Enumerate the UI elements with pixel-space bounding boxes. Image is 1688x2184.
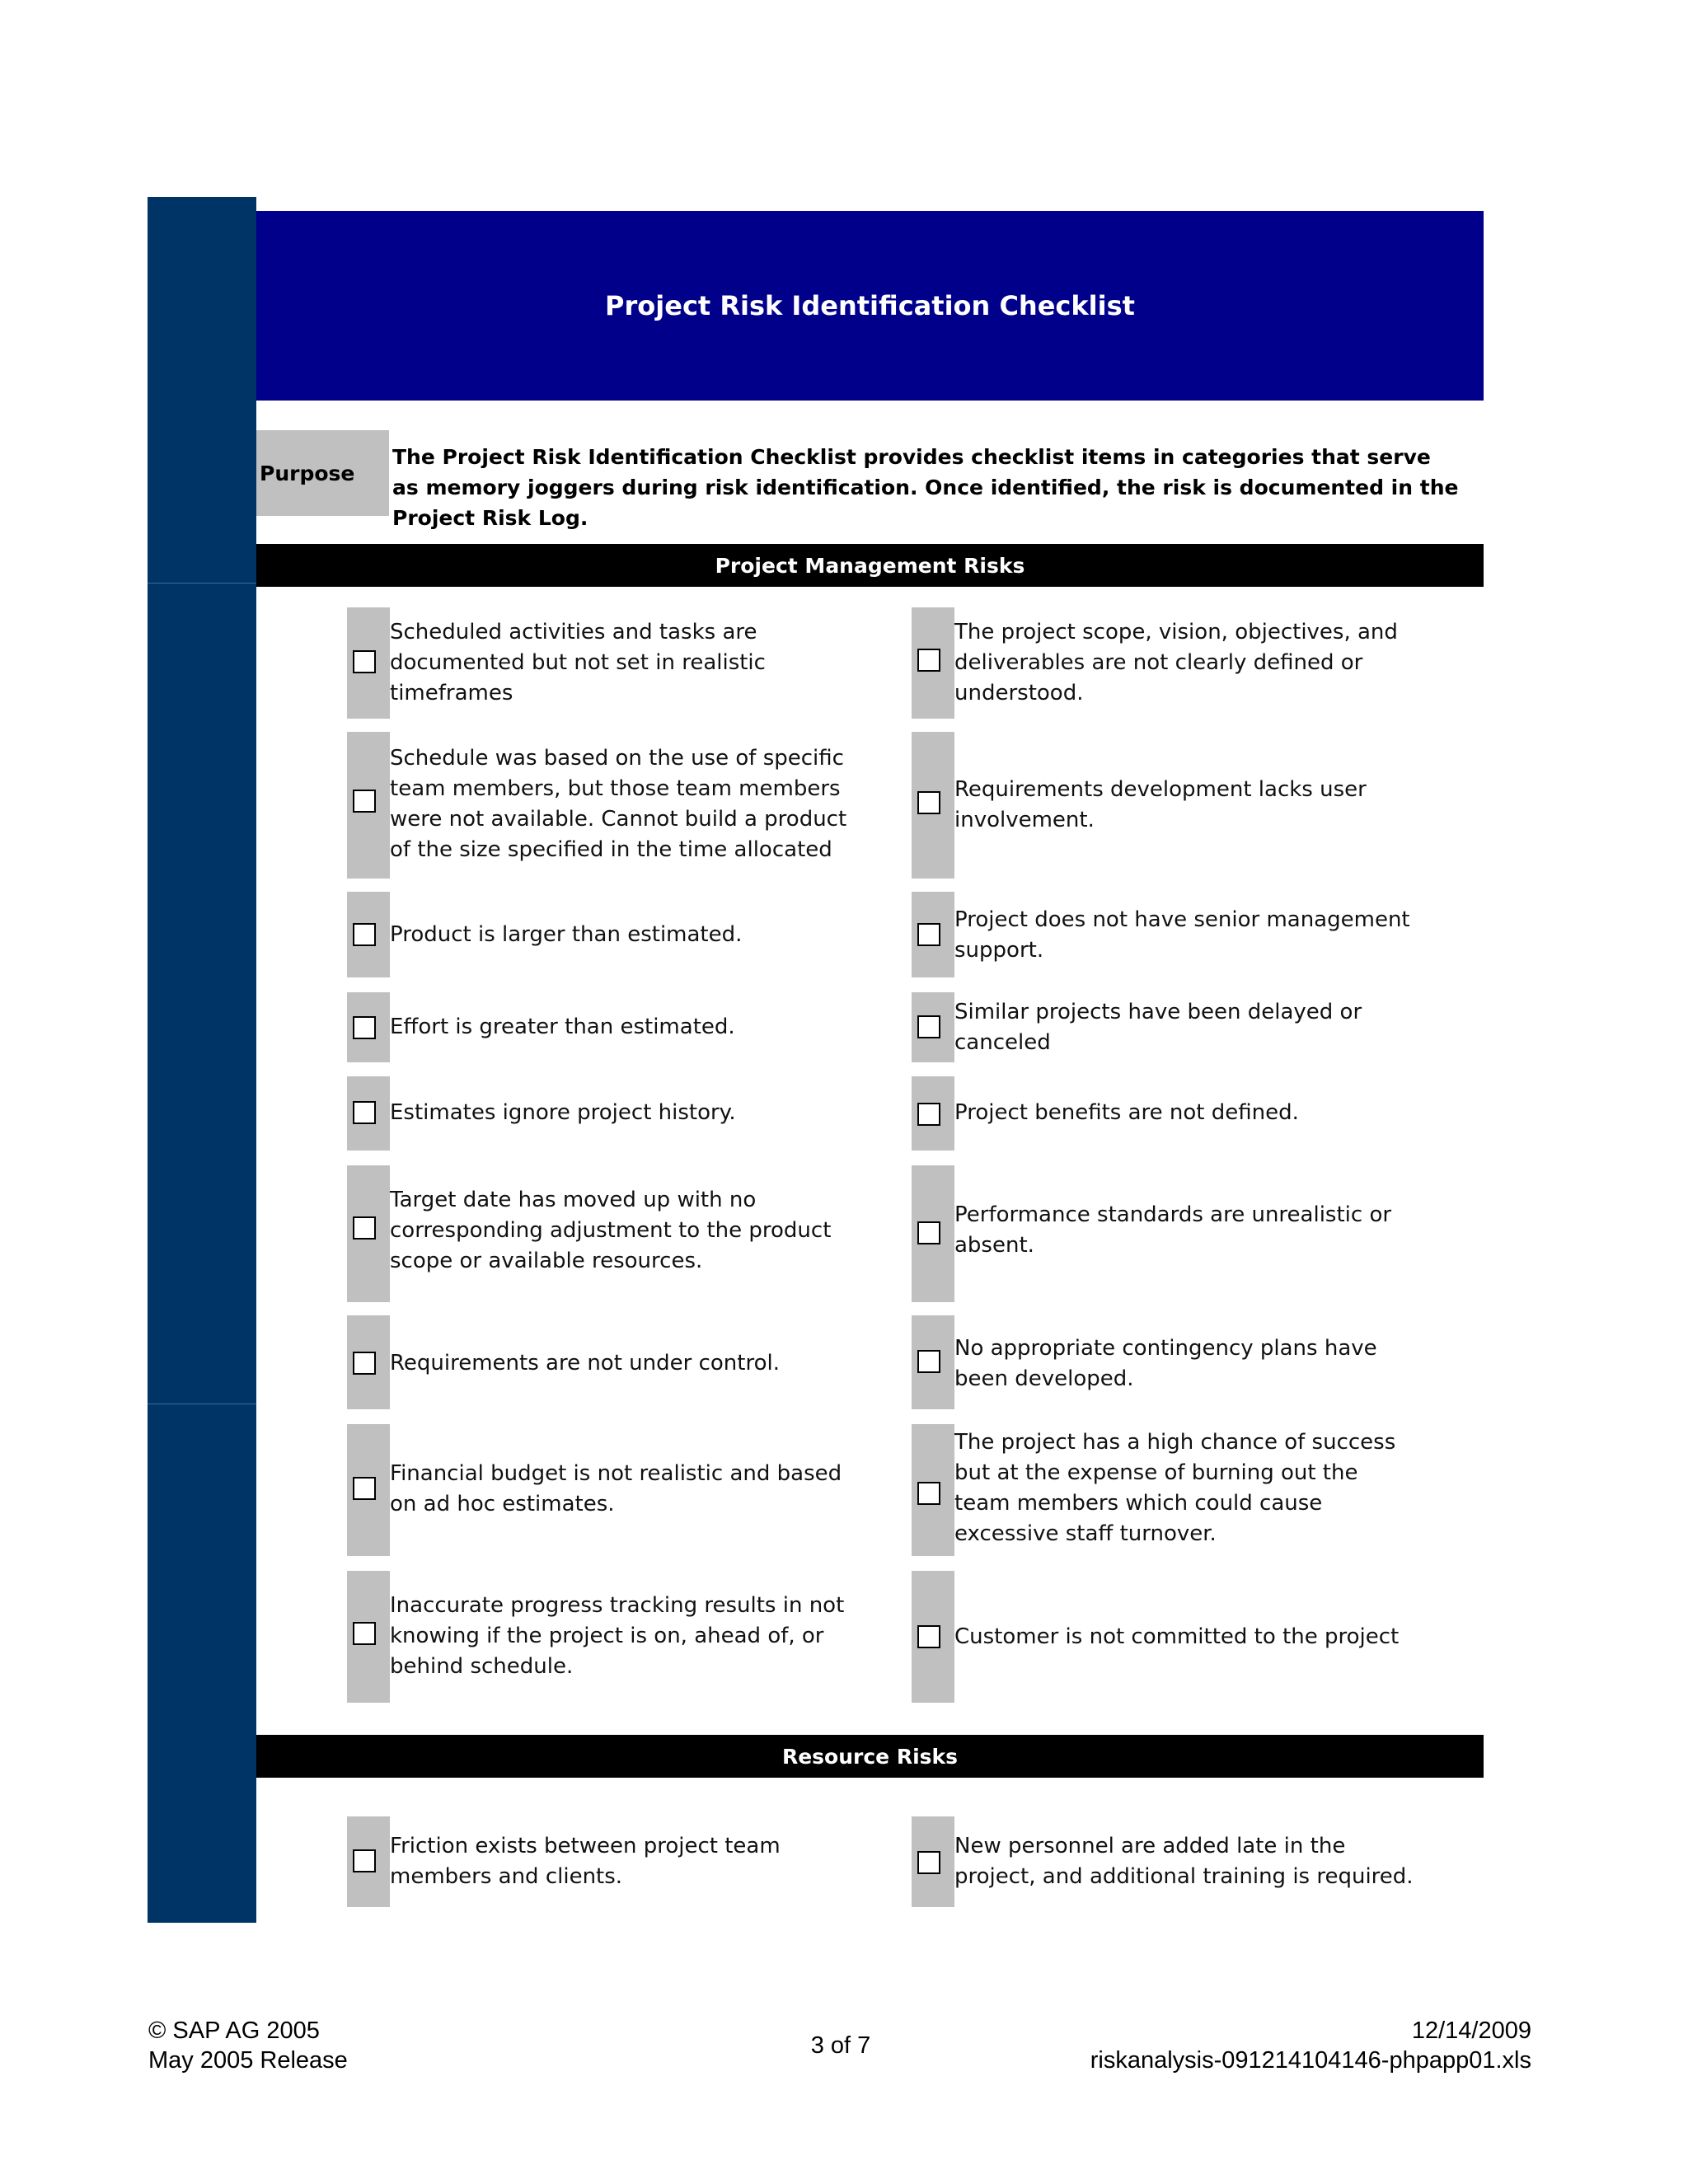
footer-copyright: © SAP AG 2005 [148,2018,320,2044]
checklist-item-text: Inaccurate progress tracking results in not knowing if the project is on, ahead of, or behind schedule. [390,1593,845,1679]
checkbox[interactable] [917,923,940,946]
checkbox[interactable] [353,1352,376,1375]
section-header-resource: Resource Risks [256,1735,1484,1778]
footer-filename: riskanalysis-091214104146-phpapp01.xls [1090,2047,1531,2074]
title-banner [256,211,1484,401]
checkbox[interactable] [917,1350,940,1373]
page-title: Project Risk Identification Checklist [605,290,1135,321]
checkbox[interactable] [917,1015,940,1038]
checklist-item-text: Requirements are not under control. [390,1351,780,1376]
footer-release: May 2005 Release [148,2047,348,2074]
checkbox[interactable] [353,1016,376,1039]
checklist-item-text: Estimates ignore project history. [390,1100,736,1125]
section-header-project-management: Project Management Risks [256,544,1484,587]
checkbox[interactable] [917,649,940,672]
checkbox[interactable] [353,1101,376,1124]
checkbox[interactable] [917,1625,940,1648]
checkbox[interactable] [353,1477,376,1500]
checklist-item-text: Effort is greater than estimated. [390,1015,735,1039]
checkbox[interactable] [353,923,376,946]
checklist-item-text: The project scope, vision, objectives, and deliverables are not clearly defined or understood. [954,620,1398,705]
footer-date: 12/14/2009 [1411,2018,1531,2044]
footer-right [989,2016,1531,2075]
checkbox[interactable] [917,1851,940,1874]
footer-left [148,2016,348,2075]
checkbox[interactable] [917,1221,940,1244]
checkbox[interactable] [353,650,376,673]
footer-page-number: 3 of 7 [810,2032,871,2059]
checklist-item-text: Performance standards are unrealistic or absent. [954,1202,1392,1258]
checklist-item-text: New personnel are added late in the project, and additional training is required. [954,1834,1414,1889]
checklist-item-text: Scheduled activities and tasks are documented but not set in realistic timeframes [390,620,766,705]
checklist-item-text: Similar projects have been delayed or canceled [954,1000,1362,1055]
checkbox[interactable] [353,1216,376,1240]
checklist-item-text: Schedule was based on the use of specific team members, but those team members were not available. Cannot build a product of the size specified in the time allocated [390,746,847,862]
purpose-label: Purpose [256,430,389,516]
checkbox[interactable] [917,791,940,814]
left-sidebar-band [148,197,256,1923]
checklist-item-text: No appropriate contingency plans have been developed. [954,1336,1377,1391]
purpose-text: The Project Risk Identification Checklist provides checklist items in categories that serve as memory joggers during risk identification. Once identified, the risk is documented in the Project Risk Log. [392,445,1459,530]
checklist-item-text: Target date has moved up with no corresponding adjustment to the product scope or available resources. [390,1188,832,1273]
checklist-item-text: Product is larger than estimated. [390,922,743,947]
checklist-item-text: Project benefits are not defined. [954,1100,1299,1125]
checklist-item-text: Financial budget is not realistic and based on ad hoc estimates. [390,1461,842,1516]
checkbox[interactable] [917,1482,940,1505]
checkbox[interactable] [353,790,376,813]
checklist-item-text: Project does not have senior management support. [954,907,1410,963]
checklist-item-text: Customer is not committed to the project [954,1624,1400,1649]
checklist-item-text: Friction exists between project team members and clients. [390,1834,781,1889]
checkbox[interactable] [917,1103,940,1126]
checkbox[interactable] [353,1849,376,1872]
checklist-item-text: Requirements development lacks user involvement. [954,777,1367,832]
checklist-item-text: The project has a high chance of success but at the expense of burning out the team members which could cause excessive staff turnover. [954,1430,1396,1546]
checkbox[interactable] [353,1622,376,1645]
